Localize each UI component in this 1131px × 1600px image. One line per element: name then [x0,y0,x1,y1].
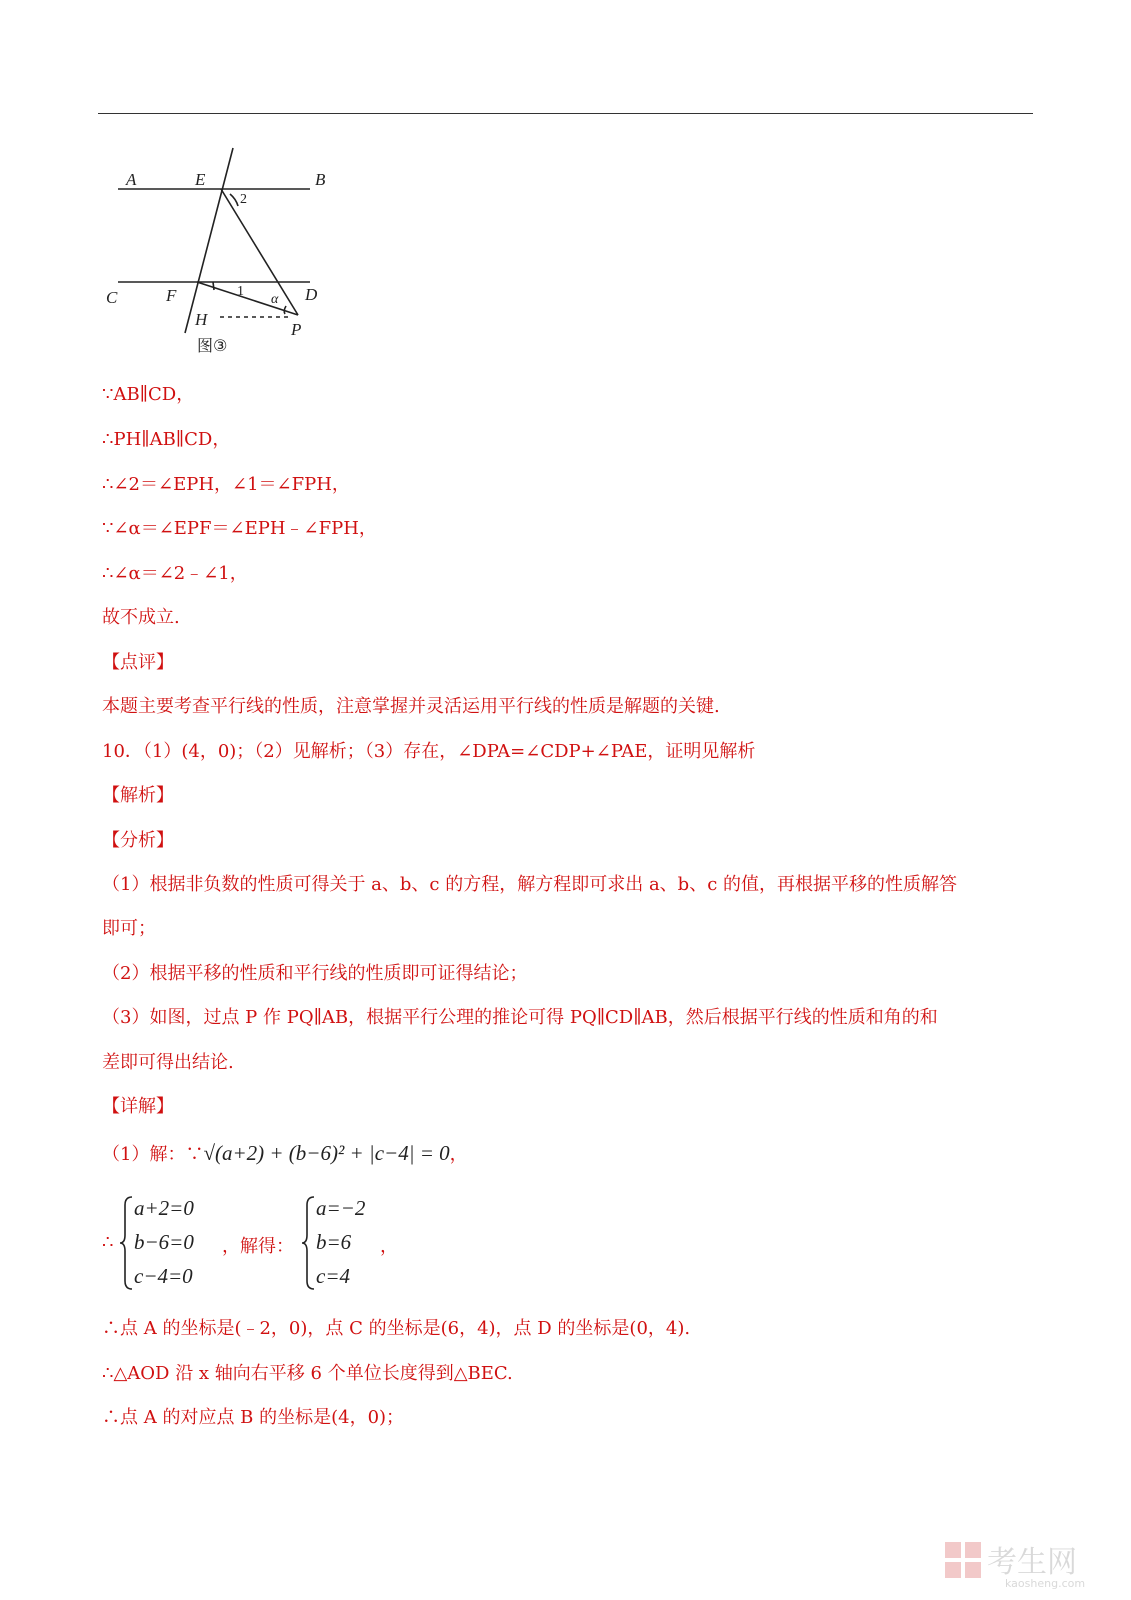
breakdown-3-cont: 差即可得出结论. [102,1052,234,1073]
figure-caption: 图③ [197,336,228,355]
conclusion-line: 故不成立. [102,607,180,628]
system-right-2: b=6 [316,1230,352,1254]
equation-line [102,1140,468,1166]
system-left-2: b−6=0 [134,1230,194,1254]
system-right-3: c=4 [316,1264,350,1288]
answer-10: 10．（1）(4，0)；（2）见解析；（3）存在，∠DPA=∠CDP+∠PAE，证明见解析 [102,741,756,762]
segment-ep [221,189,298,315]
analysis-heading: 【解析】 [102,785,174,806]
label-angle-alpha: α [271,292,279,307]
breakdown-1-cont: 即可； [102,918,156,939]
label-b: B [315,170,326,189]
comment-text: 本题主要考查平行线的性质，注意掌握并灵活运用平行线的性质是解题的关键. [102,696,720,717]
left-brace [118,1195,134,1291]
breakdown-heading: 【分析】 [102,830,174,851]
label-p: P [291,320,302,339]
system-middle: ，解得： [222,1236,294,1257]
proof-line-2: ∴PH∥AB∥CD， [102,429,231,450]
label-h: H [195,310,208,329]
header-rule [98,113,1033,114]
label-c: C [106,288,118,307]
angle-alpha-arc [284,306,286,314]
equation-suffix: ， [449,1144,468,1165]
translation-line: ∴△AOD 沿 x 轴向右平移 6 个单位长度得到△BEC. [102,1363,513,1384]
system-left-1: a+2=0 [134,1196,194,1220]
watermark-brand: 考生网 [987,1545,1077,1580]
breakdown-2: （2）根据平移的性质和平行线的性质即可证得结论； [102,963,528,984]
result-line: ∴点 A 的对应点 B 的坐标是(4，0)； [102,1407,405,1428]
label-angle-2: 2 [240,192,247,207]
proof-line-1: ∵AB∥CD， [102,384,195,405]
kaosheng-watermark [943,1538,1113,1590]
equation-formula: √(a+2) + (b−6)² + |c−4| = 0 [203,1141,450,1165]
segment-fp [197,282,298,315]
system-left-3: c−4=0 [134,1264,193,1288]
label-a: A [126,170,137,189]
detail-heading: 【详解】 [102,1096,174,1117]
equation-prefix: （1）解：∵ [102,1144,204,1165]
system-right-1: a=−2 [316,1196,366,1220]
proof-line-3: ∴∠2＝∠EPH，∠1＝∠FPH， [102,474,350,495]
breakdown-3: （3）如图，过点 P 作 PQ∥AB，根据平行公理的推论可得 PQ∥CD∥AB，然后根据平行线的性质和角的和 [102,1007,938,1028]
proof-line-4: ∵∠α＝∠EPF＝∠EPH﹣∠FPH， [102,518,377,539]
right-brace [300,1195,316,1291]
comment-heading: 【点评】 [102,652,174,673]
breakdown-1: （1）根据非负数的性质可得关于 a、b、c 的方程，解方程即可求出 a、b、c 的值，再根据平移的性质解答 [102,874,958,895]
label-d: D [305,285,318,304]
proof-line-5: ∴∠α＝∠2﹣∠1， [102,563,248,584]
label-e: E [195,170,206,189]
watermark-url: kaosheng.com [1005,1577,1086,1590]
transversal-ef [185,148,233,333]
watermark-logo-icon [945,1542,981,1578]
angle-1-mark [213,282,214,290]
coordinates-line: ∴点 A 的坐标是(﹣2，0)，点 C 的坐标是(6，4)，点 D 的坐标是(0，4). [102,1318,691,1339]
label-f: F [166,286,177,305]
label-angle-1: 1 [237,284,244,299]
system-prefix: ∴ [102,1232,114,1253]
geometry-figure [100,145,360,365]
system-suffix: ， [380,1236,398,1257]
